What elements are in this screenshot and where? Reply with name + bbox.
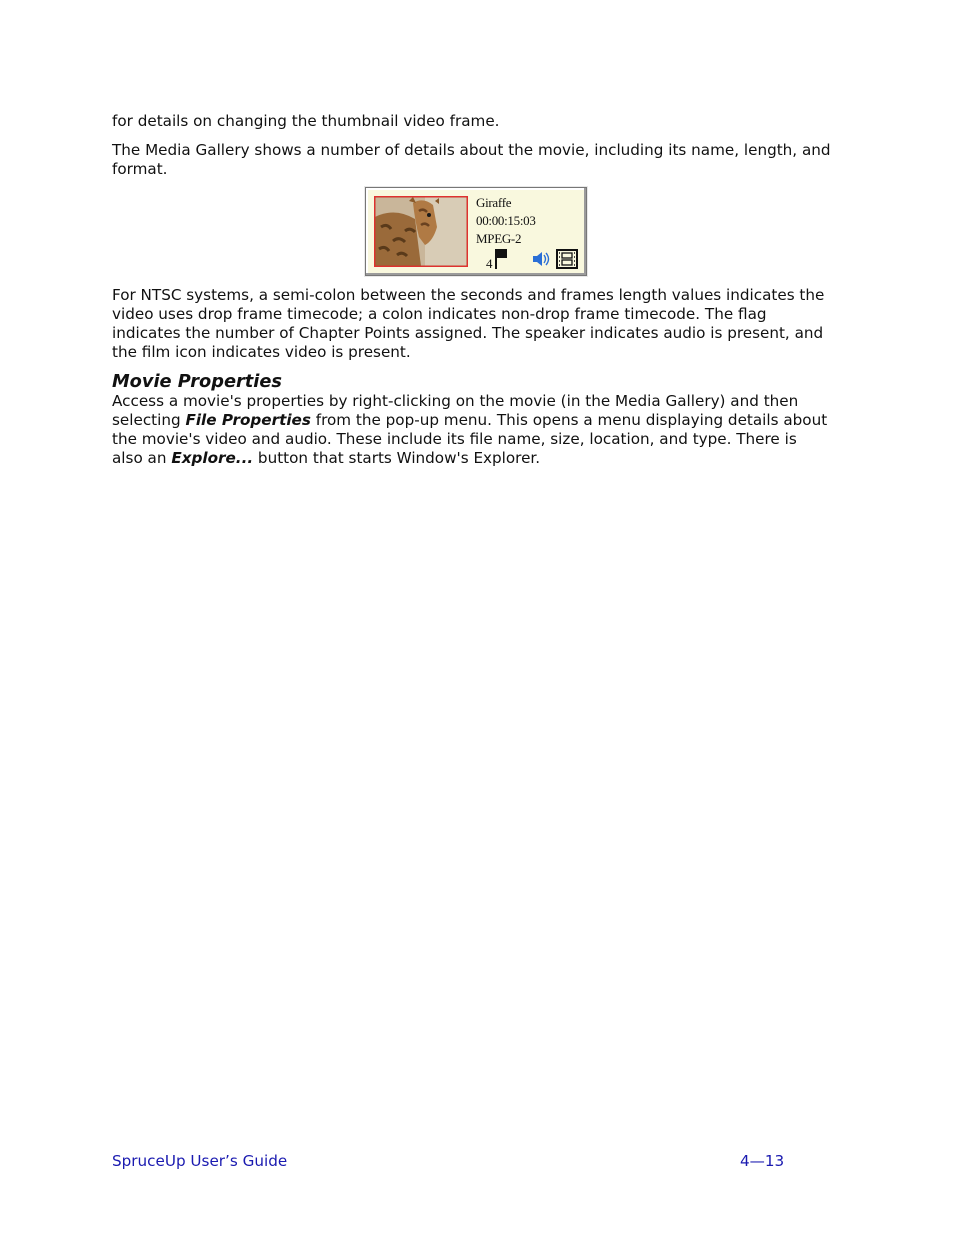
p4-text-e: button that starts Window's Explorer. xyxy=(253,449,541,467)
giraffe-thumbnail xyxy=(374,196,468,267)
file-properties-term: File Properties xyxy=(185,411,311,429)
p4-text-c: from the pop-up menu. This opens a menu displaying details about the movie's video and audio. These include its file name, size, location, and type. There is also an xyxy=(112,411,828,467)
footer-page-number: 4—13 xyxy=(740,1152,785,1170)
explore-term: Explore... xyxy=(171,449,254,467)
movie-format: MPEG-2 xyxy=(476,231,522,246)
speaker-icon xyxy=(531,250,551,272)
footer-guide-title: SpruceUp User’s Guide xyxy=(112,1152,288,1170)
section-heading-movie-properties: Movie Properties xyxy=(112,371,282,392)
chapter-count: 4 xyxy=(486,256,493,271)
media-gallery-tile[interactable] xyxy=(365,187,587,276)
movie-name: Giraffe xyxy=(476,195,512,210)
paragraph-ntsc-timecode: For NTSC systems, a semi-colon between the seconds and frames length values indicates the video uses drop frame timecode; a colon indicates non-drop frame timecode. The flag indicates the number of Chapter Points assigned. The speaker indicates audio is present, and the film icon indicates video is present. xyxy=(112,286,825,361)
film-icon xyxy=(556,249,578,273)
paragraph-movie-properties xyxy=(112,392,832,468)
chapter-flag-icon xyxy=(494,248,508,274)
paragraph-media-gallery-details: The Media Gallery shows a number of details about the movie, including its name, length, and format. xyxy=(112,141,831,178)
p4-text-a: Access a movie's properties by right-clicking on the movie (in the Media Gallery) and then selecting xyxy=(112,392,799,429)
movie-length: 00:00:15:03 xyxy=(476,213,536,228)
paragraph-thumbnail-details: for details on changing the thumbnail video frame. xyxy=(112,112,500,130)
